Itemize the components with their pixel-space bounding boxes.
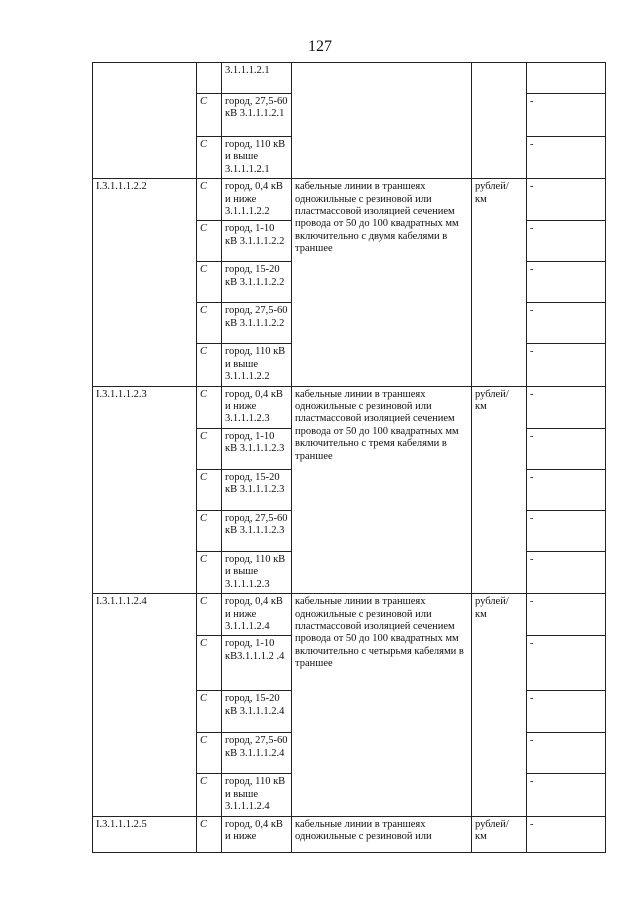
description-cell: кабельные линии в траншеях одножильные с резиновой или пластмассовой изоляцией сечением провода от 50 до 100 квадратных мм включительно с четырьмя кабелями в траншее xyxy=(292,594,472,816)
zone-cell: город, 15-20 кВ 3.1.1.1.2.4 xyxy=(222,691,292,733)
c-cell: С xyxy=(197,691,222,733)
tariff-table xyxy=(92,62,606,853)
c-cell: С xyxy=(197,94,222,137)
zone-cell: город, 110 кВ и выше 3.1.1.1.2.2 xyxy=(222,344,292,386)
value-cell: - xyxy=(527,551,606,593)
value-cell: - xyxy=(527,816,606,852)
c-cell: С xyxy=(197,469,222,510)
unit-cell: рублей/ км xyxy=(472,386,527,593)
unit-cell: рублей/ км xyxy=(472,594,527,816)
c-cell: С xyxy=(197,303,222,344)
value-cell: - xyxy=(527,262,606,303)
value-cell: - xyxy=(527,137,606,179)
code-cell: I.3.1.1.1.2.2 xyxy=(93,179,197,386)
zone-cell: город, 1-10 кВ3.1.1.1.2 .4 xyxy=(222,636,292,691)
value-cell: - xyxy=(527,94,606,137)
value-cell: - xyxy=(527,179,606,221)
c-cell: С xyxy=(197,428,222,469)
page-number: 127 xyxy=(308,38,332,55)
zone-cell: город, 1-10 кВ 3.1.1.1.2.2 xyxy=(222,221,292,262)
c-cell: С xyxy=(197,262,222,303)
zone-cell: город, 27,5-60 кВ 3.1.1.1.2.3 xyxy=(222,510,292,551)
zone-cell: город, 15-20 кВ 3.1.1.1.2.2 xyxy=(222,262,292,303)
zone-cell: город, 110 кВ и выше 3.1.1.1.2.3 xyxy=(222,551,292,593)
zone-cell: город, 1-10 кВ 3.1.1.1.2.3 xyxy=(222,428,292,469)
value-cell: - xyxy=(527,221,606,262)
value-cell: - xyxy=(527,428,606,469)
description-cell: кабельные линии в траншеях одножильные с резиновой или пластмассовой изоляцией сечением провода от 50 до 100 квадратных мм включительно с тремя кабелями в траншее xyxy=(292,386,472,593)
value-cell: - xyxy=(527,386,606,428)
value-cell: - xyxy=(527,594,606,636)
table-row xyxy=(93,816,606,852)
value-cell xyxy=(527,63,606,94)
description-cell: кабельные линии в траншеях одножильные с резиновой или xyxy=(292,816,472,852)
zone-cell: город, 110 кВ и выше 3.1.1.1.2.4 xyxy=(222,774,292,816)
unit-cell: рублей/ км xyxy=(472,816,527,852)
value-cell: - xyxy=(527,303,606,344)
value-cell: - xyxy=(527,733,606,774)
c-cell: С xyxy=(197,816,222,852)
code-cell xyxy=(93,63,197,179)
c-cell: С xyxy=(197,386,222,428)
c-cell: С xyxy=(197,137,222,179)
unit-cell: рублей/ км xyxy=(472,179,527,386)
zone-cell: город, 27,5-60 кВ 3.1.1.1.2.1 xyxy=(222,94,292,137)
zone-cell: город, 0,4 кВ и ниже xyxy=(222,816,292,852)
description-cell: кабельные линии в траншеях одножильные с резиновой или пластмассовой изоляцией сечением провода от 50 до 100 квадратных мм включительно с двумя кабелями в траншее xyxy=(292,179,472,386)
table-row xyxy=(93,594,606,636)
table-row xyxy=(93,386,606,428)
zone-cell: город, 27,5-60 кВ 3.1.1.1.2.4 xyxy=(222,733,292,774)
code-cell: I.3.1.1.1.2.5 xyxy=(93,816,197,852)
unit-cell xyxy=(472,63,527,179)
c-cell: С xyxy=(197,774,222,816)
value-cell: - xyxy=(527,469,606,510)
code-cell: I.3.1.1.1.2.4 xyxy=(93,594,197,816)
zone-cell: город, 0,4 кВ и ниже 3.1.1.1.2.3 xyxy=(222,386,292,428)
zone-cell: город, 27,5-60 кВ 3.1.1.1.2.2 xyxy=(222,303,292,344)
value-cell: - xyxy=(527,344,606,386)
table-row xyxy=(93,179,606,221)
zone-cell: город, 110 кВ и выше 3.1.1.1.2.1 xyxy=(222,137,292,179)
c-cell: С xyxy=(197,551,222,593)
c-cell: С xyxy=(197,344,222,386)
c-cell: С xyxy=(197,179,222,221)
zone-cell: город, 0,4 кВ и ниже 3.1.1.1.2.2 xyxy=(222,179,292,221)
c-cell: С xyxy=(197,221,222,262)
c-cell xyxy=(197,63,222,94)
code-cell: I.3.1.1.1.2.3 xyxy=(93,386,197,593)
c-cell: С xyxy=(197,510,222,551)
description-cell xyxy=(292,63,472,179)
table-row xyxy=(93,63,606,94)
c-cell: С xyxy=(197,733,222,774)
zone-cell: 3.1.1.1.2.1 xyxy=(222,63,292,94)
c-cell: С xyxy=(197,636,222,691)
value-cell: - xyxy=(527,636,606,691)
c-cell: С xyxy=(197,594,222,636)
value-cell: - xyxy=(527,774,606,816)
value-cell: - xyxy=(527,691,606,733)
zone-cell: город, 0,4 кВ и ниже 3.1.1.1.2.4 xyxy=(222,594,292,636)
value-cell: - xyxy=(527,510,606,551)
zone-cell: город, 15-20 кВ 3.1.1.1.2.3 xyxy=(222,469,292,510)
